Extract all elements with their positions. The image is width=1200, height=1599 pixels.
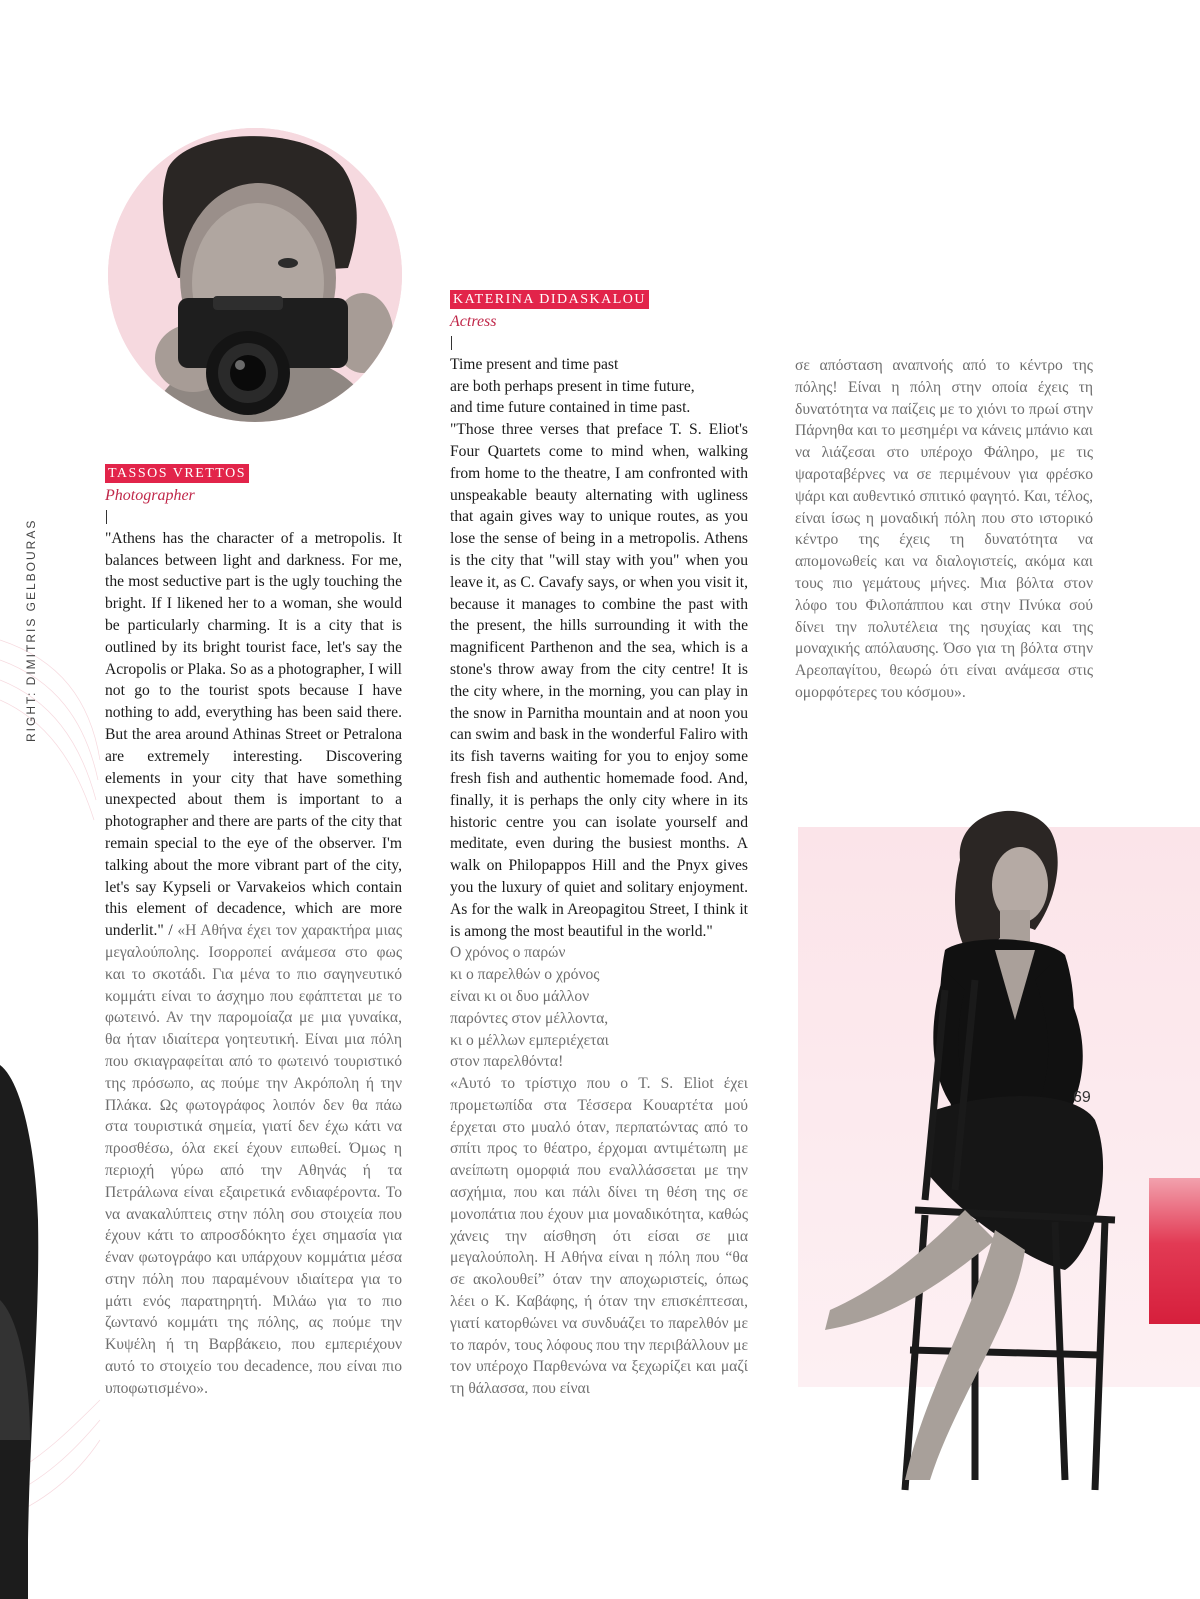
poem-en-line: Time present and time past [450,355,619,373]
poem-gr-line: παρόντες στον μέλλοντα, [450,1009,609,1027]
poem-gr-line: στον παρελθόντα! [450,1053,564,1071]
poem-en-line: and time future contained in time past. [450,399,691,417]
poem-gr-line: είναι κι οι δυο μάλλον [450,987,590,1005]
person1-quote-gr: «Η Αθήνα έχει τον χαρακτήρα μιας μεγαλούπολης. Ισορροπεί ανάμεσα στο φως και το σκοτάδι. Για μένα το πιο σαγηνευτικό κομμάτι είναι το άσχημο που εφάπτεται με το φωτεινό. Αν την παρομοίαζα με μια γυναίκα, θα ήταν ιδιαίτερα γοητευτική. Είναι μια πόλη που σκιαγραφείται από το φωτεινό τουριστικό της πρόσωπο, ας πούμε την Ακρόπολη ή την Πλάκα. Ως φωτογράφος λοιπόν δεν θα πάω στα τουριστικά σημεία, γιατί δεν έχω κάτι να προσθέσω, όλα εκεί έχουν ειπωθεί. Όμως η περιοχή γύρω από την Αθηνάς ή τα Πετράλωνα είναι εξαιρετικά ενδιαφέροντα. Το να ανακαλύπτεις στην πόλη σου στοιχεία που έχουν κάτι το απροσδόκητο έχει σημασία για έναν φωτογράφο και υπάρχουν κομμάτια μέσα στην πόλη που παραμένουν ιδιαίτερα για το μάτι ενός παρατηρητή. Μιλάω για το πιο ζωντανό κομμάτι της πόλης, ας πούμε την Κυψέλη ή τη Βαρβάκειο, που εμπεριέχουν αυτό το στοιχείο του decadence, που είναι πιο υποφωτισμένο». [105,922,402,1397]
column-tassos [105,462,402,1400]
person2-role: Actress [450,312,497,330]
divider-mark [451,336,452,350]
person1-quote-en: "Athens has the character of a metropolis. It balances between light and darkness. For me, the most seductive part is the ugly touching the bright. If I likened her to a woman, she would be particularly charming. It is a city that is outlined by its bright tourist face, let's say the Acropolis or Plaka. So as a photographer, I will not go to the tourist spots because I have nothing to add, everything has been said there. But the area around Athinas Street or Petralona are extremely interesting. Discovering elements in your city that have something unexpected about them is important to a photographer and there are parts of the city that remain special to the eye of the observer. I'm talking about the more vibrant part of the city, let's say Kypseli or Varvakeios which contain this element of decadence, which are more underlit." / [105,529,402,940]
actress-photo [795,790,1165,1510]
poem-gr-line: κι ο παρελθών ο χρόνος [450,966,600,984]
poem-en [450,354,748,419]
poem-gr-line: Ο χρόνος ο παρών [450,944,566,962]
column-katerina [450,288,748,1400]
photo-credit: RIGHT: DIMITRIS GELBOURAS [24,518,38,742]
section-color-tab [1149,1178,1200,1324]
poem-gr [450,942,748,1073]
person2-name: KATERINA DIDASKALOU [450,290,649,309]
poem-en-line: are both perhaps present in time future, [450,377,695,395]
page-number: 69 [1073,1089,1091,1106]
person2-quote-gr-part1: «Αυτό το τρίστιχο που ο T. S. Eliot έχει προμετωπίδα στα Τέσσερα Κουαρτέτα μού έρχεται στο μυαλό όταν, περπατώντας από το σπίτι προς το θέατρο, έρχομαι αντιμέτωπη με ανείπωτη ομορφιά που εναλλάσσεται με την ασχήμια, που και πάλι δίνει τη θέση της σε μονοπάτια που έχουν μια μοναδικότητα, καθώς χάνεις την αίσθηση ότι είσαι σε μια μεγαλούπολη. Η Αθήνα είναι η πόλη που “θα σε ακολουθεί” όταν την αποχωριστείς, όπως λέει ο Κ. Καβάφης, ή όταν την επισκέπτεσαι, γιατί κατορθώνει να συνδυάζει το παρελθόν με το παρόν, τους λόφους που την περιβάλλουν με τον υπέροχο Παρθενώνα να ξεχωρίζει και μαζί τη θάλασσα, που είναι [450,1075,748,1398]
person1-name: TASSOS VRETTOS [105,464,249,483]
partial-figure-silhouette [0,1065,38,1599]
photographer-portrait [108,128,402,422]
divider-mark [106,510,107,524]
poem-gr-line: κι ο μέλλων εμπεριέχεται [450,1031,609,1049]
person2-quote-en: "Those three verses that preface T. S. Eliot's Four Quartets come to mind when, walking from home to the theatre, I am confronted with unspeakable beauty alternating with ugliness that again gives way to unique routes, as you lose the sense of being in a metropolis. Athens is the city that "will stay with you" when you leave it, as C. Cavafy says, or when you visit it, because it manages to combine the past with the present, the hills surrounding it with the magnificent Parthenon and the sea, which is a stone's throw away from the city centre! It is the city where, in the morning, you can play in the snow in Parnitha mountain and at noon you can swim and bask in the wonderful Faliro with its fish taverns waiting for you to enjoy some fresh fish and authentic homemade food. And, finally, it is perhaps the only city where in its historic centre you can isolate yourself and meditate, even during the busiest months. A walk on Philopappos Hill and the Pnyx gives you the luxury of quiet and solitary enjoyment. As for the walk in Areopagitou Street, I think it is among the most beautiful in the world." [450,421,748,940]
column-katerina-continued [795,355,1093,704]
person1-role: Photographer [105,486,195,504]
person2-quote-gr-part2: σε απόσταση αναπνοής από το κέντρο της πόλης! Είναι η πόλη στην οποία έχεις τη δυνατότητα να παίζεις με το χιόνι το πρωί στην Πάρνηθα και το μεσημέρι να κάνεις μπάνιο και να λιάζεσαι στο υπέροχο Φάληρο, με τις ψαροταβέρνες να σε περιμένουν για φρέσκο ψάρι και αυθεντικό σπιτικό φαγητό. Και, τέλος, είναι ίσως η μοναδική πόλη που στο ιστορικό κέντρο της έχεις τη δυνατότητα να απομονωθείς και να διαλογιστείς, ακόμα και τους πιο γεμάτους μήνες. Μια βόλτα στον λόφο του Φιλοπάππου και στην Πνύκα σού δίνει την πολυτέλεια της ησυχίας και της μοναχικής απόλαυσης. Όσο για τη βόλτα στην Αρεοπαγίτου, θεωρώ ότι είναι ανάμεσα στις ομορφότερες του κόσμου». [795,357,1093,701]
